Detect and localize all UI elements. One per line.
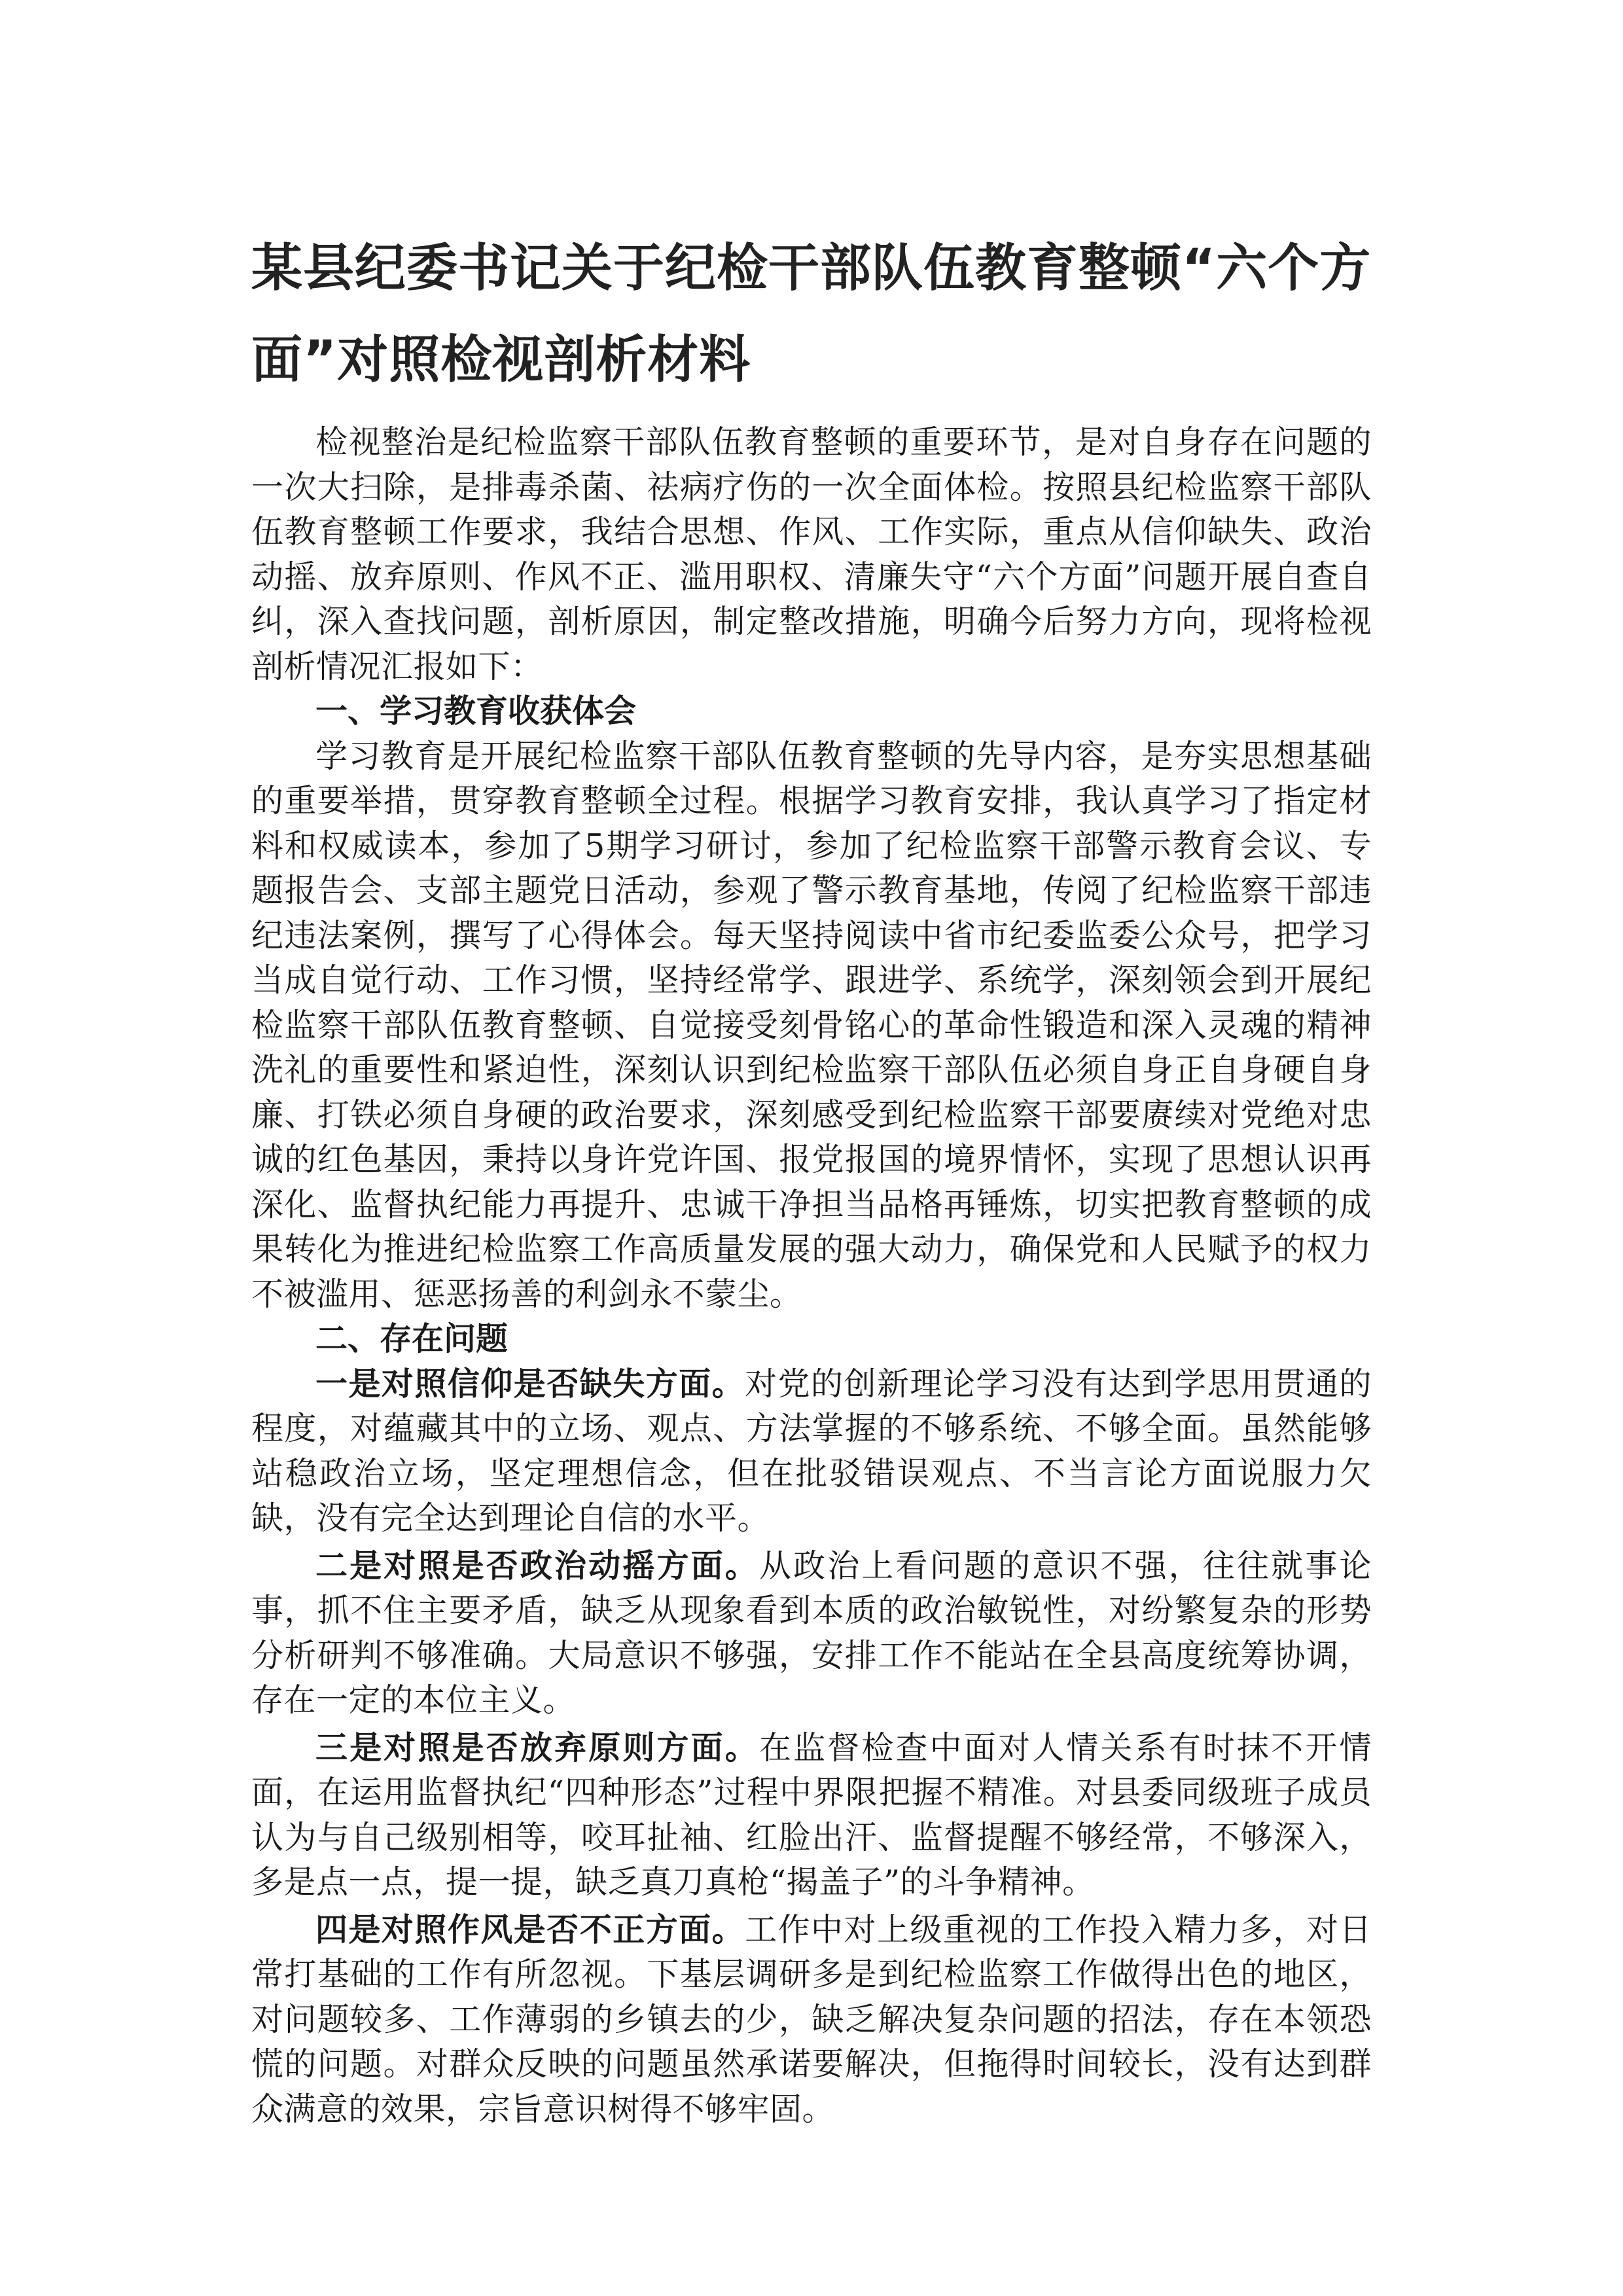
problem-item-lead: 二是对照是否政治动摇方面。 [315, 1547, 759, 1585]
problem-item-style [251, 1908, 1372, 2132]
intro-paragraph: 检视整治是纪检监察干部队伍教育整顿的重要环节，是对自身存在问题的一次大扫除，是排毒杀菌、祛病疗伤的一次全面体检。按照县纪检监察干部队伍教育整顿工作要求，我结合思想、作风、工作实际，重点从信仰缺失、政治动摇、放弃原则、作风不正、滥用职权、清廉失守“六个方面”问题开展自查自纠，深入查找问题，剖析原因，制定整改措施，明确今后努力方向，现将检视剖析情况汇报如下： [251, 423, 1372, 685]
learning-paragraph: 学习教育是开展纪检监察干部队伍教育整顿的先导内容，是夯实思想基础的重要举措，贯穿教育整顿全过程。根据学习教育安排，我认真学习了指定材料和权威读本，参加了5期学习研讨，参加了纪检监察干部警示教育会议、专题报告会、支部主题党日活动，参观了警示教育基地，传阅了纪检监察干部违纪违法案例，撰写了心得体会。每天坚持阅读中省市纪委监委公众号，把学习当成自觉行动、工作习惯，坚持经常学、跟进学、系统学，深刻领会到开展纪检监察干部队伍教育整顿、自觉接受刻骨铭心的革命性锻造和深入灵魂的精神洗礼的重要性和紧迫性，深刻认识到纪检监察干部队伍必须自身正自身硬自身廉、打铁必须自身硬的政治要求，深刻感受到纪检监察干部要赓续对党绝对忠诚的红色基因，秉持以身许党许国、报党报国的境界情怀，实现了思想认识再深化、监督执纪能力再提升、忠诚干净担当品格再锤炼，切实把教育整顿的成果转化为推进纪检监察工作高质量发展的强大动力，确保党和人民赋予的权力不被滥用、惩恶扬善的利剑永不蒙尘。 [251, 737, 1372, 1313]
section-heading-problems: 二、存在问题 [315, 1320, 508, 1357]
problem-item-text: 工作中对上级重视的工作投入精力多，对日常打基础的工作有所忽视。下基层调研多是到纪检监察工作做得出色的地区，对问题较多、工作薄弱的乡镇去的少，缺乏解决复杂问题的招法，存在本领恐慌的问题。对群众反映的问题虽然承诺要解决，但拖得时间较长，没有达到群众满意的效果，宗旨意识树得不够牢固。 [251, 1910, 1372, 2128]
problem-item-text: 对党的创新理论学习没有达到学思用贯通的程度，对蕴藏其中的立场、观点、方法掌握的不够系统、不够全面。虽然能够站稳政治立场，坚定理想信念，但在批驳错误观点、不当言论方面说服力欠缺，没有完全达到理论自信的水平。 [251, 1365, 1372, 1537]
problem-item-lead: 三是对照是否放弃原则方面。 [315, 1729, 759, 1767]
problem-item-politics [251, 1544, 1372, 1723]
problem-item-lead: 四是对照作风是否不正方面。 [315, 1910, 745, 1948]
problem-item-lead: 一是对照信仰是否缺失方面。 [315, 1365, 745, 1403]
document-title: 某县纪委书记关于纪检干部队伍教育整顿“六个方面”对照检视剖析材料 [251, 239, 1372, 389]
problem-item-belief [251, 1362, 1372, 1541]
problem-item-principle [251, 1726, 1372, 1905]
problem-item-text: 在监督检查中面对人情关系有时抹不开情面，在运用监督执纪“四种形态”过程中界限把握不精准。对县委同级班子成员认为与自己级别相等，咬耳扯袖、红脸出汗、监督提醒不够经常，不够深入，多是点一点，提一提，缺乏真刀真枪“揭盖子”的斗争精神。 [251, 1729, 1372, 1901]
problem-item-text: 从政治上看问题的意识不强，往往就事论事，抓不住主要矛盾，缺乏从现象看到本质的政治敏锐性，对纷繁复杂的形势分析研判不够准确。大局意识不够强，安排工作不能站在全县高度统筹协调，存在一定的本位主义。 [251, 1547, 1372, 1719]
section-heading-learning: 一、学习教育收获体会 [315, 692, 637, 730]
document-page [251, 223, 1372, 2132]
